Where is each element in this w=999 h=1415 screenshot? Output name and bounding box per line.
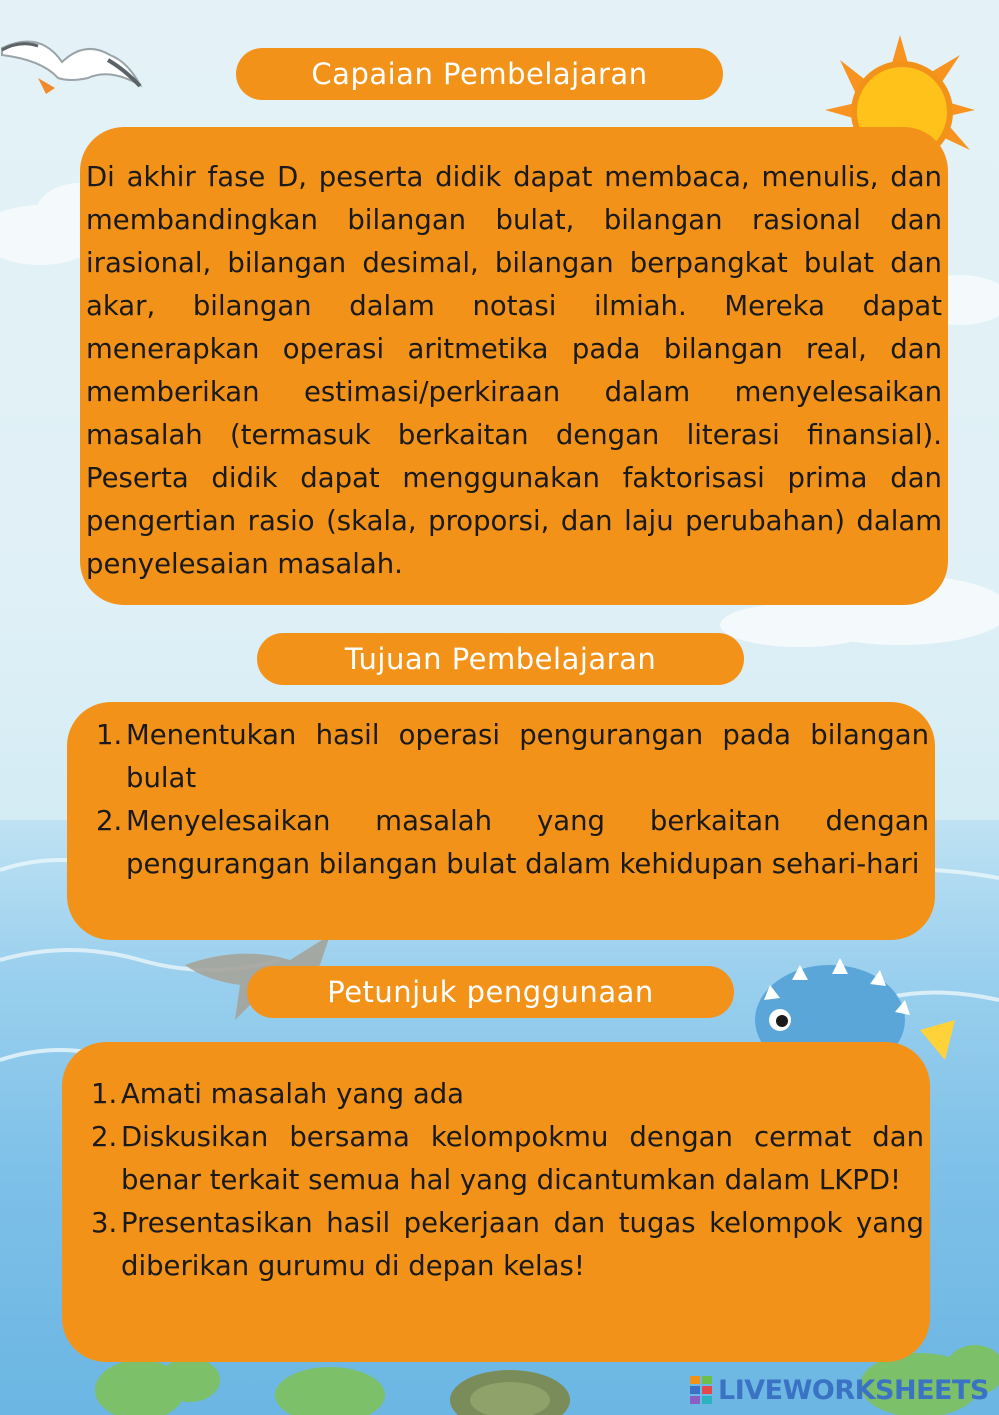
list-item-text: Amati masalah yang ada: [121, 1078, 465, 1110]
list-item: [96, 714, 929, 800]
turtle-icon: [450, 1370, 570, 1415]
list-item-number: 2.: [91, 1121, 118, 1153]
liveworksheets-logo[interactable]: [690, 1372, 989, 1408]
list-item: [91, 1073, 924, 1116]
list-item-text: Menentukan hasil operasi pengurangan pada bilangan bulat: [126, 719, 929, 794]
list-item-number: 3.: [91, 1207, 118, 1239]
tujuan-list: [96, 714, 929, 886]
liveworksheets-logo-text: LIVEWORKSHEETS: [718, 1374, 989, 1406]
petunjuk-content-box: [62, 1042, 930, 1362]
petunjuk-list: [91, 1073, 924, 1288]
list-item: [96, 800, 929, 886]
section-title-petunjuk-text: Petunjuk penggunaan: [327, 975, 654, 1009]
section-title-petunjuk: [247, 966, 734, 1018]
list-item-number: 1.: [91, 1078, 118, 1110]
capaian-paragraph: Di akhir fase D, peserta didik dapat membaca, menulis, dan membandingkan bilangan bulat, bilangan rasional dan irasional, bilangan desimal, bilangan berpangkat bulat dan akar, bilangan dalam notasi ilmiah. Mereka dapat menerapkan operasi aritmetika pada bilangan real, dan memberikan estimasi/perkiraan dalam menyelesaikan masalah (termasuk berkaitan dengan literasi finansial). Peserta didik dapat menggunakan faktorisasi prima dan pengertian rasio (skala, proporsi, dan laju perubahan) dalam penyelesaian masalah.: [86, 161, 942, 580]
list-item-number: 1.: [96, 719, 123, 751]
seagull-icon: [2, 42, 140, 94]
list-item-text: Diskusikan bersama kelompokmu dengan cermat dan benar terkait semua hal yang dicantumkan dalam LKPD!: [121, 1121, 924, 1196]
section-title-capaian: [236, 48, 723, 100]
tujuan-content-box: [67, 702, 935, 940]
section-title-capaian-text: Capaian Pembelajaran: [311, 57, 648, 91]
liveworksheets-logo-icon: [690, 1376, 714, 1404]
list-item-text: Presentasikan hasil pekerjaan dan tugas kelompok yang diberikan gurumu di depan kelas!: [121, 1207, 924, 1282]
list-item: [91, 1202, 924, 1288]
list-item-text: Menyelesaikan masalah yang berkaitan dengan pengurangan bilangan bulat dalam kehidupan sehari-hari: [126, 805, 929, 880]
list-item-number: 2.: [96, 805, 123, 837]
section-title-tujuan-text: Tujuan Pembelajaran: [344, 642, 657, 676]
list-item: [91, 1116, 924, 1202]
capaian-content-box: [80, 127, 948, 605]
section-title-tujuan: [257, 633, 744, 685]
